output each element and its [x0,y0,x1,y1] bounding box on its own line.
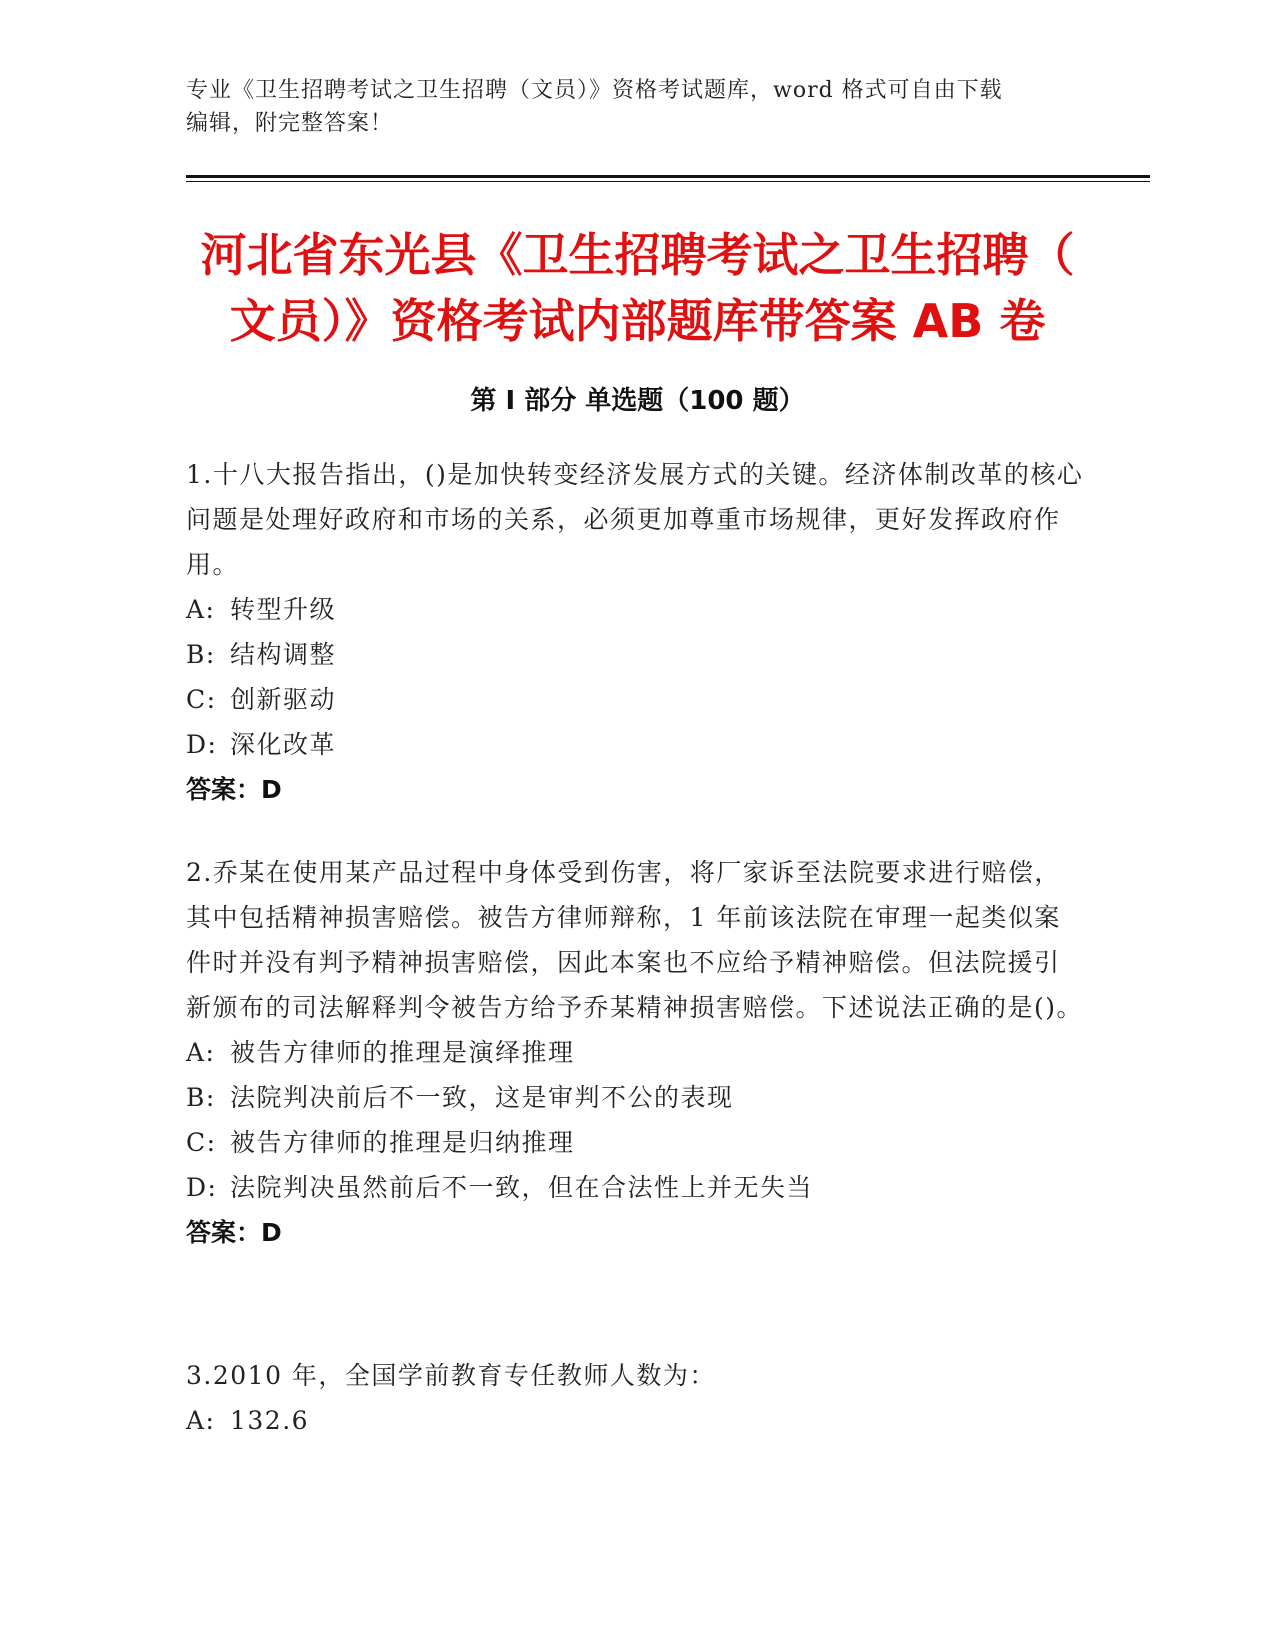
option-text: 结构调整 [230,640,337,669]
question-option-c [186,677,1086,722]
header-note-line1: 专业《卫生招聘考试之卫生招聘（文员）》资格考试题库，word 格式可自由下载 [186,78,1003,103]
option-key: C: [186,685,217,714]
question-3 [186,1353,1086,1443]
question-option-c [186,1120,1086,1165]
document-title [160,222,1115,354]
question-option-a [186,1030,1086,1075]
question-option-d [186,722,1086,767]
option-key: A: [186,1406,216,1435]
header-note-line2: 编辑，附完整答案！ [186,111,394,136]
question-answer: 答案：D [186,775,282,804]
option-text: 深化改革 [230,730,337,759]
option-text: 法院判决前后不一致，这是审判不公的表现 [230,1083,734,1112]
option-text: 132.6 [230,1406,310,1435]
question-option-b [186,632,1086,677]
question-stem: 2.乔某在使用某产品过程中身体受到伤害，将厂家诉至法院要求进行赔偿，其中包括精神损害赔偿。被告方律师辩称，1 年前该法院在审理一起类似案件时并没有判予精神损害赔偿，因此本案也不应给予精神赔偿。但法院援引新颁布的司法解释判令被告方给予乔某精神损害赔偿。下述说法正确的是()。 [186,858,1084,1022]
option-key: B: [186,1083,216,1112]
header-divider-thin [186,181,1150,182]
option-text: 创新驱动 [230,685,337,714]
question-stem: 1.十八大报告指出，()是加快转变经济发展方式的关键。经济体制改革的核心问题是处理好政府和市场的关系，必须更加尊重市场规律，更好发挥政府作用。 [186,460,1084,579]
question-2 [186,850,1086,1255]
option-text: 转型升级 [230,595,337,624]
document-title-line2: 文员）》资格考试内部题库带答案 AB 卷 [229,294,1046,348]
option-text: 被告方律师的推理是演绎推理 [230,1038,575,1067]
question-option-a [186,1398,1086,1443]
header-note [186,74,1086,140]
question-option-b [186,1075,1086,1120]
option-key: A: [186,595,216,624]
option-key: C: [186,1128,217,1157]
question-option-d [186,1165,1086,1210]
option-key: B: [186,640,216,669]
question-1 [186,452,1086,812]
document-title-line1: 河北省东光县《卫生招聘考试之卫生招聘（ [200,228,1075,282]
option-key: D: [186,1173,218,1202]
option-key: D: [186,730,218,759]
header-divider-thick [186,175,1150,178]
option-key: A: [186,1038,216,1067]
option-text: 被告方律师的推理是归纳推理 [230,1128,575,1157]
option-text: 法院判决虽然前后不一致，但在合法性上并无失当 [230,1173,814,1202]
question-option-a [186,587,1086,632]
question-stem: 3.2010 年，全国学前教育专任教师人数为： [186,1361,716,1390]
section-title: 第 I 部分 单选题（100 题） [470,386,805,416]
question-answer: 答案：D [186,1218,282,1247]
